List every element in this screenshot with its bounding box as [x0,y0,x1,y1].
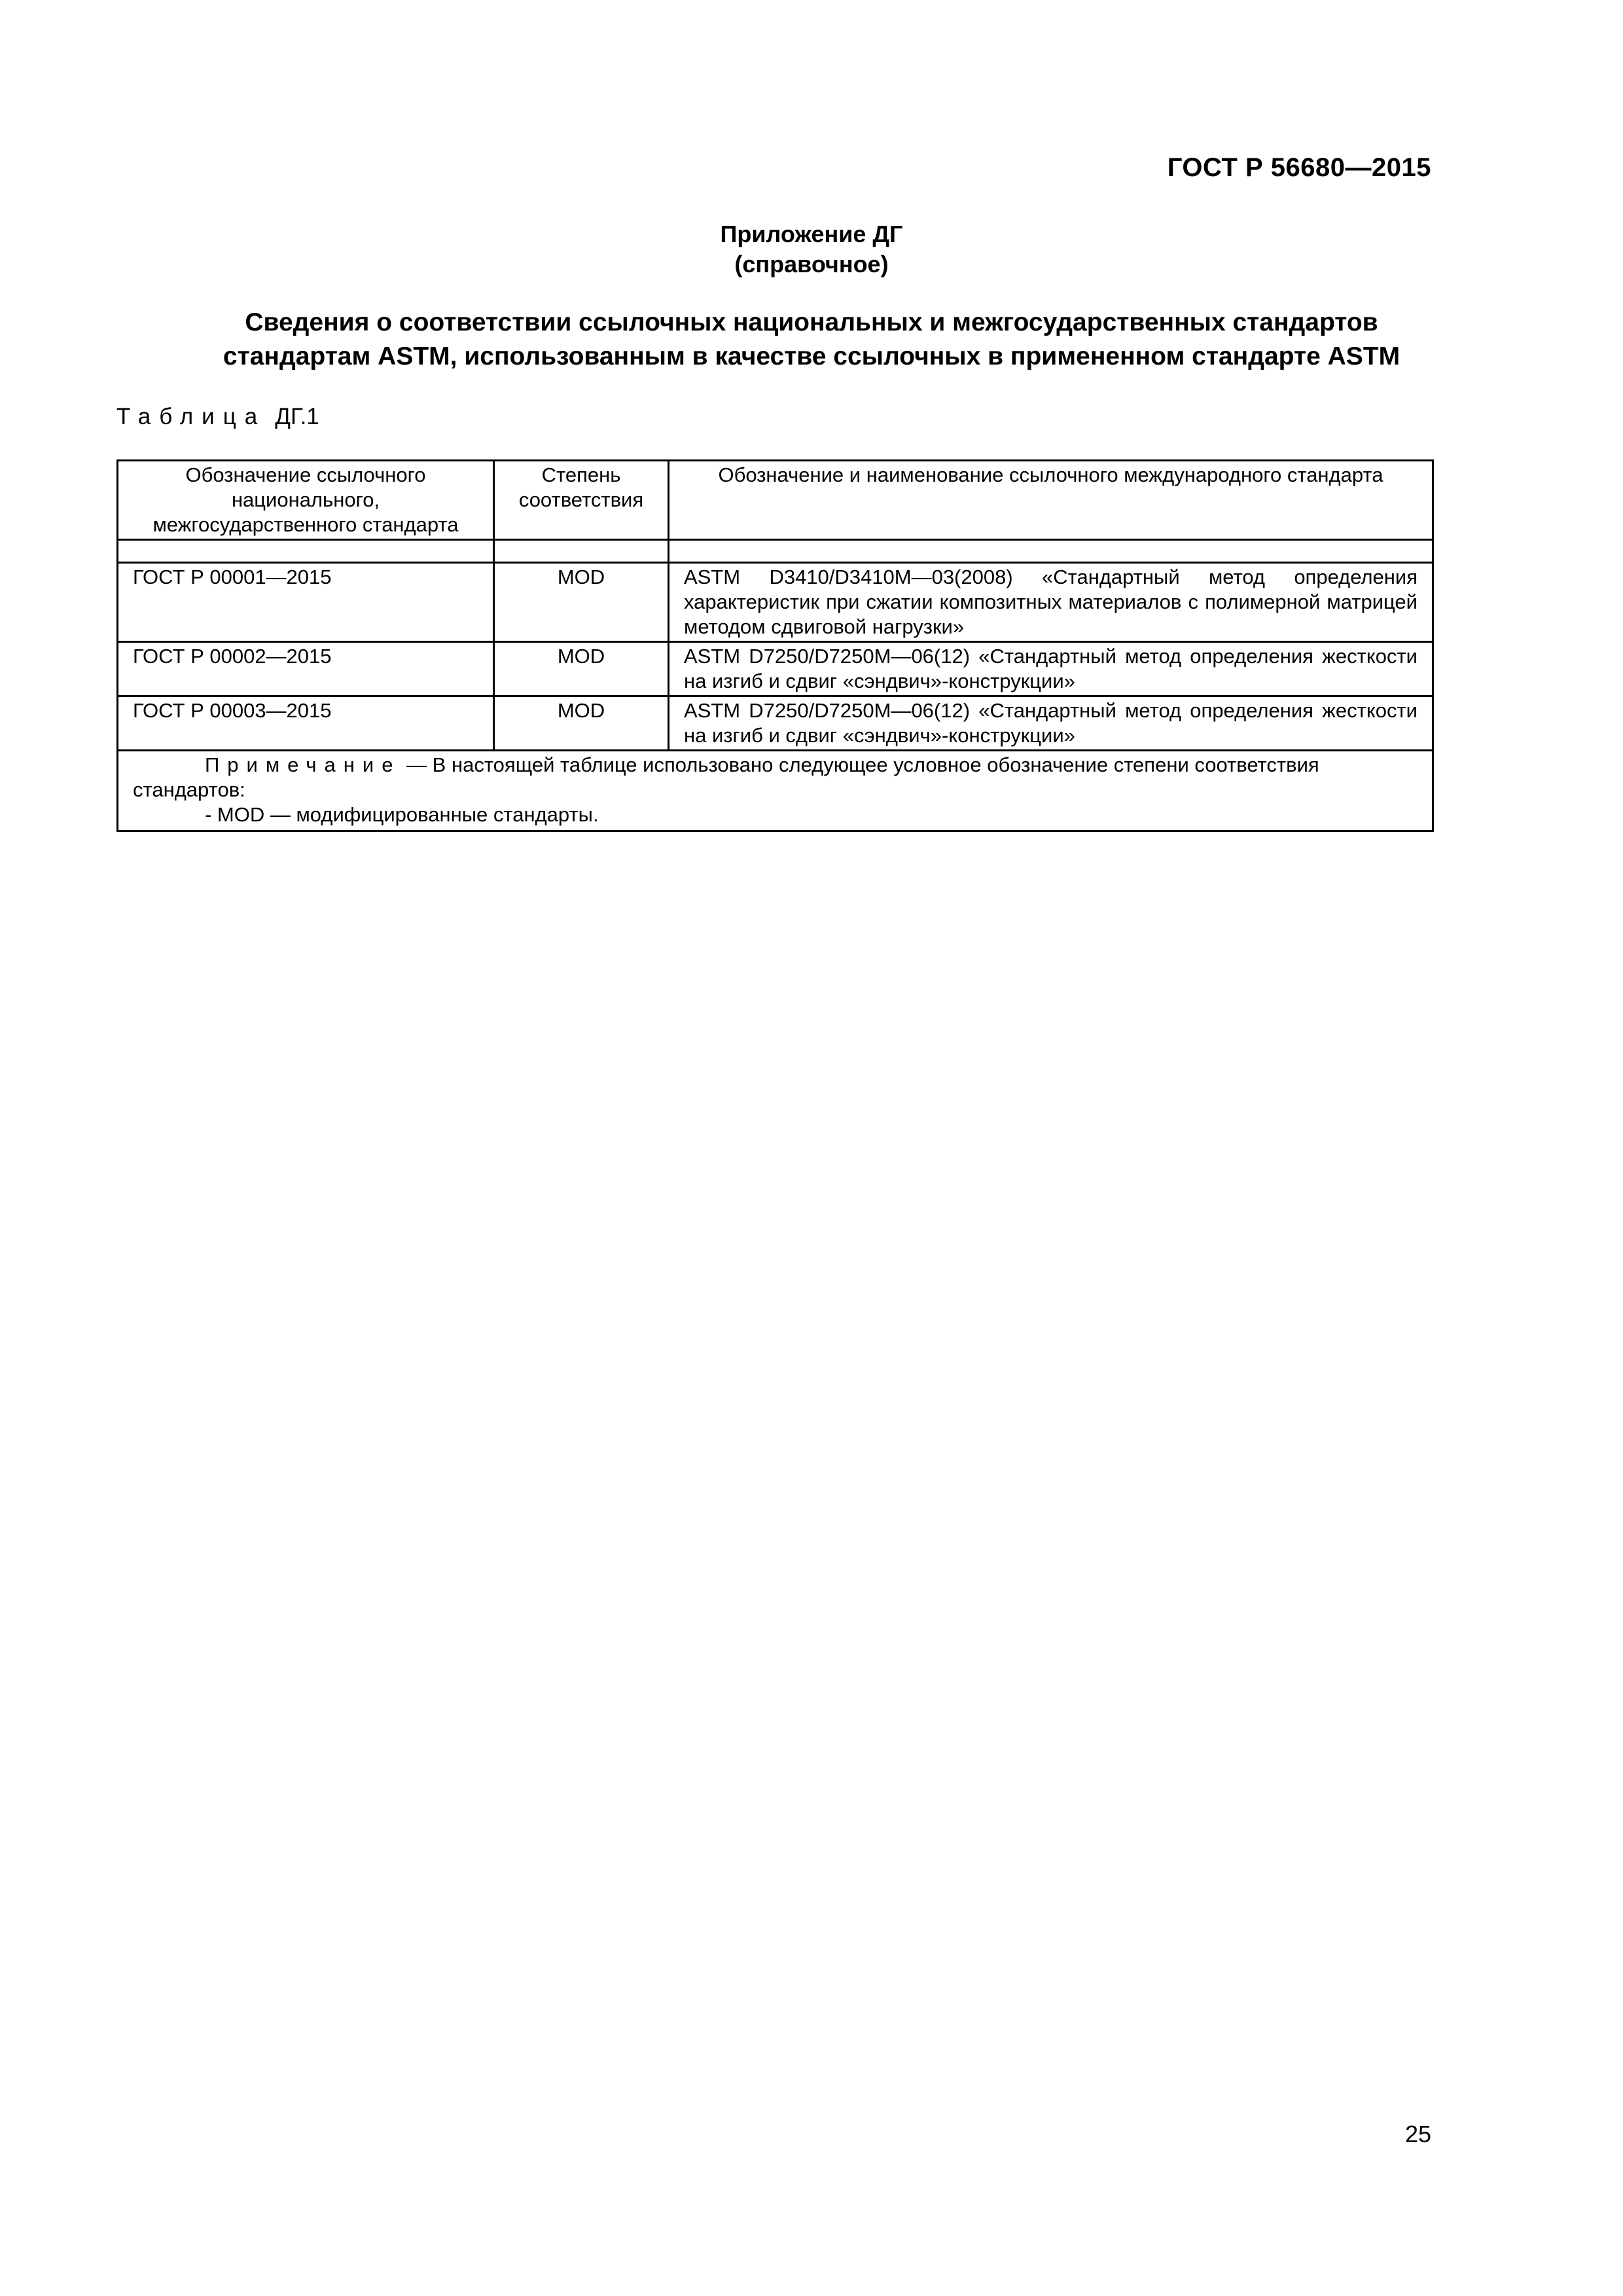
table-caption-number: ДГ.1 [275,404,319,429]
note-item: - MOD — модифицированные стандарты. [205,803,599,826]
header-national-standard: Обозначение ссылочного национального, межгосударственного стандарта [118,461,494,540]
cell-national: ГОСТ Р 00001—2015 [118,563,494,642]
table-caption [116,404,319,430]
cell-national: ГОСТ Р 00002—2015 [118,642,494,696]
page-number: 25 [1404,2121,1431,2147]
note-text: — В настоящей таблице использовано следующее условное обозначение степени соответствия стандартов: [133,753,1319,801]
document-title [98,306,1525,374]
table-note [118,751,1433,831]
cell-international: ASTM D7250/D7250M—06(12) «Стандартный метод определения жесткости на изгиб и сдвиг «сэндвич»-конструкции» [669,642,1433,696]
cell-degree: MOD [494,563,669,642]
table-spacer-row [118,540,1433,563]
table-caption-label: Таблица [116,404,266,429]
document-code: ГОСТ Р 56680—2015 [1167,153,1431,182]
cell-degree: MOD [494,642,669,696]
appendix-title: Приложение ДГ [720,221,903,247]
note-label: Примечание [205,753,401,776]
cell-national: ГОСТ Р 00003—2015 [118,696,494,751]
table-row [118,642,1433,696]
table-header-row [118,461,1433,540]
document-title-line-2: стандартам ASTM, использованным в качестве ссылочных в примененном стандарте ASTM [223,342,1400,370]
header-international-standard: Обозначение и наименование ссылочного международного стандарта [669,461,1433,540]
header-degree: Степень соответствия [494,461,669,540]
document-title-line-1: Сведения о соответствии ссылочных национальных и межгосударственных стандартов [245,308,1378,336]
appendix-heading [0,219,1623,279]
table-note-row [118,751,1433,831]
table-row [118,563,1433,642]
cell-international: ASTM D7250/D7250M—06(12) «Стандартный метод определения жесткости на изгиб и сдвиг «сэндвич»-конструкции» [669,696,1433,751]
appendix-kind: (справочное) [734,251,889,278]
table-row [118,696,1433,751]
references-table [116,459,1434,832]
cell-degree: MOD [494,696,669,751]
cell-international: ASTM D3410/D3410M—03(2008) «Стандартный метод определения характеристик при сжатии композитных материалов с полимерной матрицей методом сдвиговой нагрузки» [669,563,1433,642]
